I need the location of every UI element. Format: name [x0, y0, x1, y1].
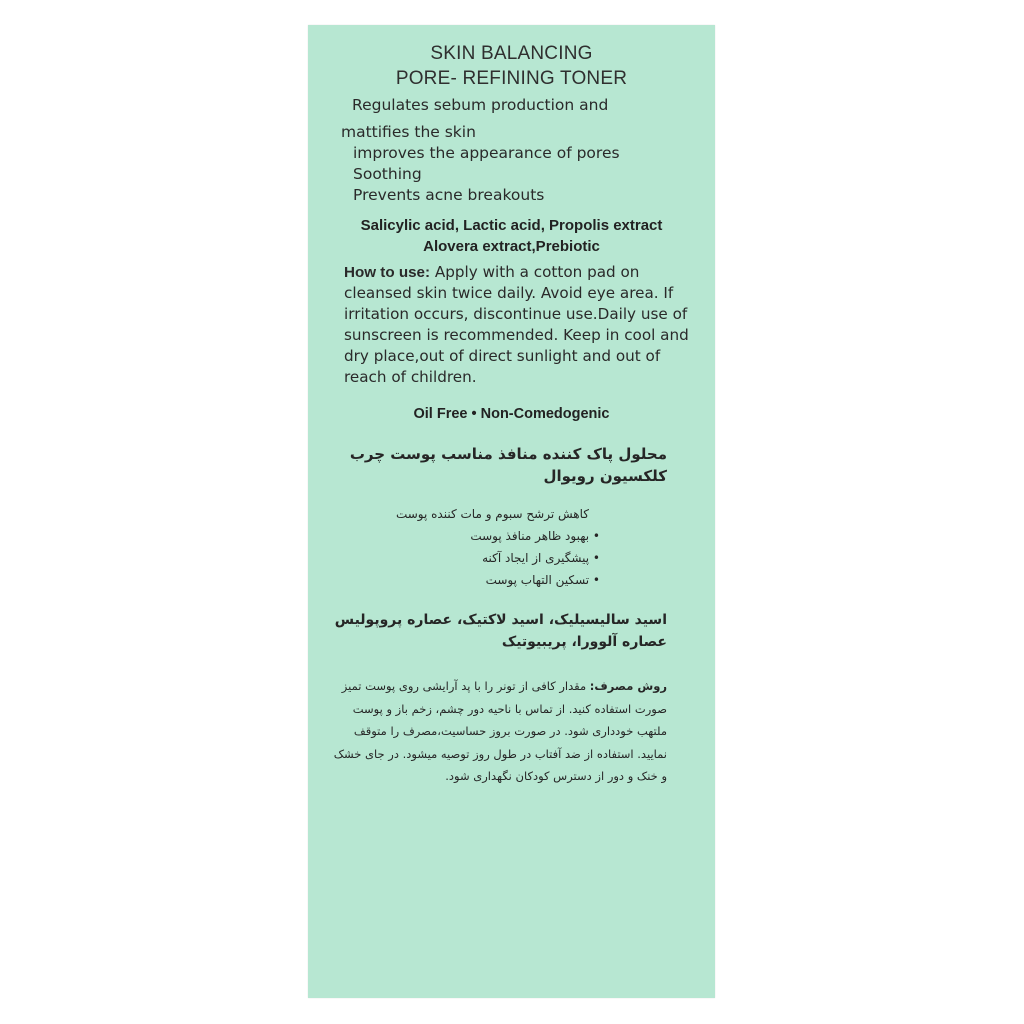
persian-claim-item: کاهش ترشح سبوم و مات کننده پوست: [395, 507, 589, 521]
claim-item: mattifies the skin: [341, 123, 476, 141]
persian-usage-label: روش مصرف:: [589, 679, 667, 693]
persian-claim-item: • بهبود ظاهر منافذ پوست: [470, 529, 600, 543]
persian-title-line2: کلکسیون رویوال: [543, 467, 667, 485]
how-to-use-text: Apply with a cotton pad on cleansed skin twice daily. Avoid eye area. If irritation occurs, discontinue use.Daily use of sunscreen is recommended. Keep in cool and dry place,out of direct sunlight and out of reach of children.: [344, 263, 689, 386]
how-to-use-label: How to use:: [344, 264, 431, 281]
claim-item: Soothing: [353, 165, 422, 183]
product-box-panel: [308, 25, 715, 998]
persian-title-line1: محلول پاک کننده منافذ مناسب پوست چرب: [349, 445, 667, 463]
ingredients-line1: Salicylic acid, Lactic acid, Propolis extract: [360, 217, 663, 234]
product-title-line2: PORE- REFINING TONER: [395, 68, 628, 89]
persian-claim-item: • پیشگیری از ایجاد آکنه: [482, 551, 600, 565]
persian-ingredients-line2: عصاره آلوورا، پریبیوتیک: [501, 634, 667, 650]
claim-item: Regulates sebum production and: [352, 96, 609, 114]
claim-item: Prevents acne breakouts: [353, 186, 545, 204]
persian-claim-item: • تسکین التهاب پوست: [485, 573, 600, 587]
how-to-use-paragraph: [344, 262, 694, 388]
claim-item: improves the appearance of pores: [353, 144, 620, 162]
badges-line: Oil Free • Non-Comedogenic: [413, 406, 610, 422]
persian-usage-paragraph: [327, 675, 667, 788]
ingredients-line2: Alovera extract,Prebiotic: [423, 238, 600, 255]
product-title-line1: SKIN BALANCING: [430, 43, 593, 64]
persian-usage-text: مقدار کافی از تونر را با پد آرایشی روی پوست تمیز صورت استفاده کنید. از تماس با ناحیه دور چشم، زخم باز و پوست ملتهب خودداری شود. در صورت بروز حساسیت،مصرف را متوقف نمایید. استفاده از ضد آفتاب در طول روز توصیه میشود. در جای خشک و خنک و دور از دسترس کودکان نگهداری شود.: [333, 679, 667, 783]
persian-ingredients-line1: اسید سالیسیلیک، اسید لاکتیک، عصاره پروپولیس: [334, 612, 667, 628]
